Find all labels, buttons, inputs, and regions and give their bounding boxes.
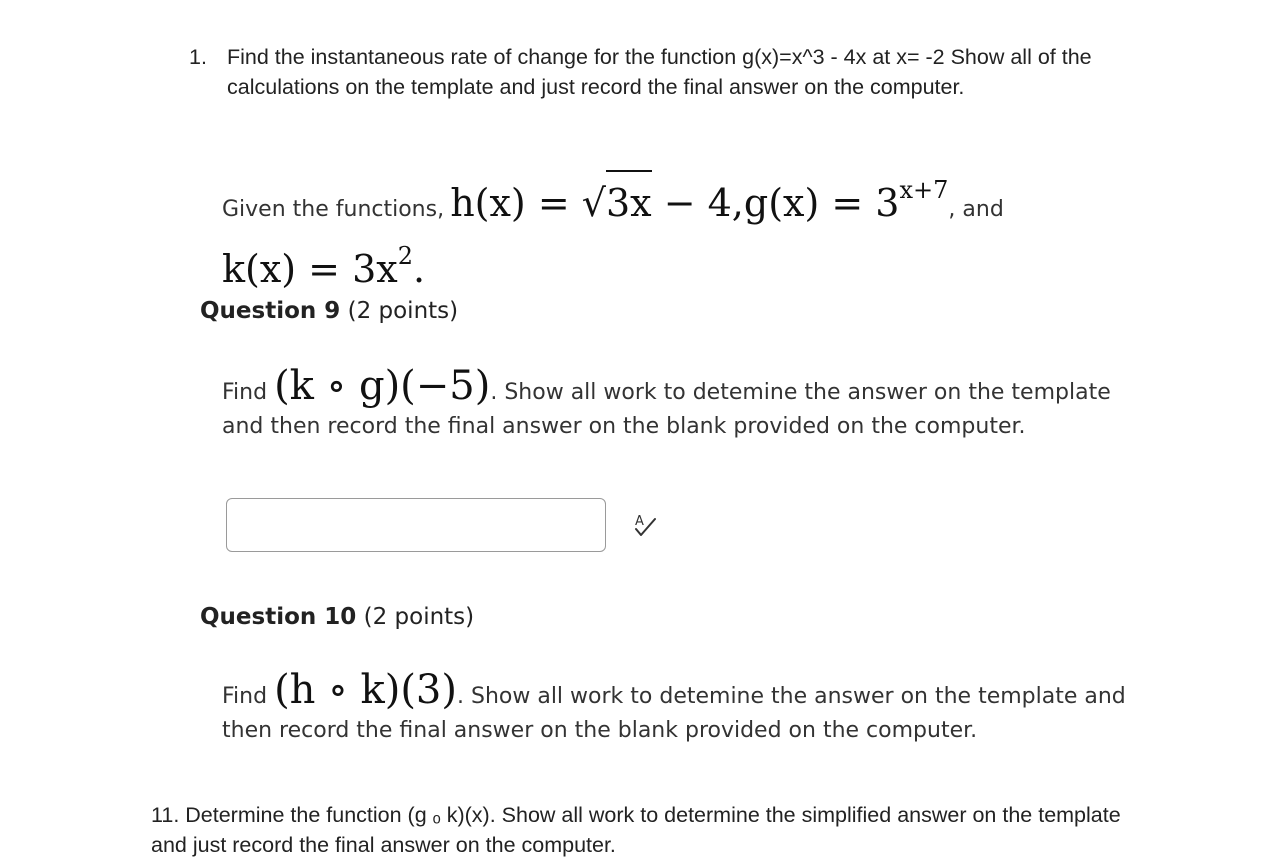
question-1-text: Find the instantaneous rate of change for the function g(x)=x^3 - 4x at x= -2 Show all of the calculations on the template and just record the final answer on the computer.: [227, 45, 1092, 99]
question-9-line1: . Show all work to detemine the answer on the template: [490, 380, 1111, 405]
h-tail: − 4,: [663, 181, 744, 225]
radicand: 3x: [606, 170, 652, 233]
sqrt-expression: [582, 170, 652, 233]
question-9-answer-input[interactable]: [226, 498, 606, 552]
given-lead: Given the functions,: [222, 197, 445, 222]
g-function: [743, 176, 949, 225]
question-9-line2: and then record the final answer on the blank provided on the computer.: [222, 414, 1026, 439]
k-end: .: [413, 247, 426, 291]
question-10-line2: then record the final answer on the blank provided on the computer.: [222, 718, 978, 743]
question-9-points: (2 points): [347, 298, 459, 324]
question-1-number: 1.: [189, 45, 207, 69]
question-10-expression: (h ∘ k)(3): [274, 667, 457, 713]
h-lhs: h(x) =: [450, 181, 570, 225]
question-9-find: Find: [222, 380, 268, 405]
question-9-prompt: [222, 360, 1137, 442]
question-10-points: (2 points): [363, 604, 475, 630]
svg-text:A: A: [635, 514, 644, 529]
h-function: [450, 181, 744, 225]
given-functions: [222, 160, 1162, 305]
question-9-expression: (k ∘ g)(−5): [274, 363, 491, 409]
spellcheck-icon[interactable]: [632, 512, 660, 538]
k-function: [222, 242, 426, 291]
question-9-title: Question 9: [200, 298, 341, 324]
g-lhs: g(x) = 3: [743, 181, 900, 225]
question-10-prompt: [222, 664, 1137, 746]
spellcheck-icon-graphic: [632, 512, 660, 538]
question-10-title: Question 10: [200, 604, 357, 630]
g-exponent: x+7: [899, 176, 949, 204]
given-and: , and: [948, 197, 1004, 222]
question-11: 11. Determine the function (g ₒ k)(x). Show all work to determine the simplified answer on the template and just record the final answer on the computer.: [151, 803, 1121, 857]
question-10-find: Find: [222, 684, 268, 709]
question-1: [189, 42, 1149, 102]
k-exponent: 2: [397, 242, 413, 270]
radical-sign: √: [581, 181, 606, 225]
question-10-heading: [200, 604, 474, 630]
question-9-heading: [200, 298, 458, 324]
k-lhs: k(x) = 3x: [222, 247, 398, 291]
question-10-line1: . Show all work to detemine the answer on the template and: [457, 684, 1126, 709]
